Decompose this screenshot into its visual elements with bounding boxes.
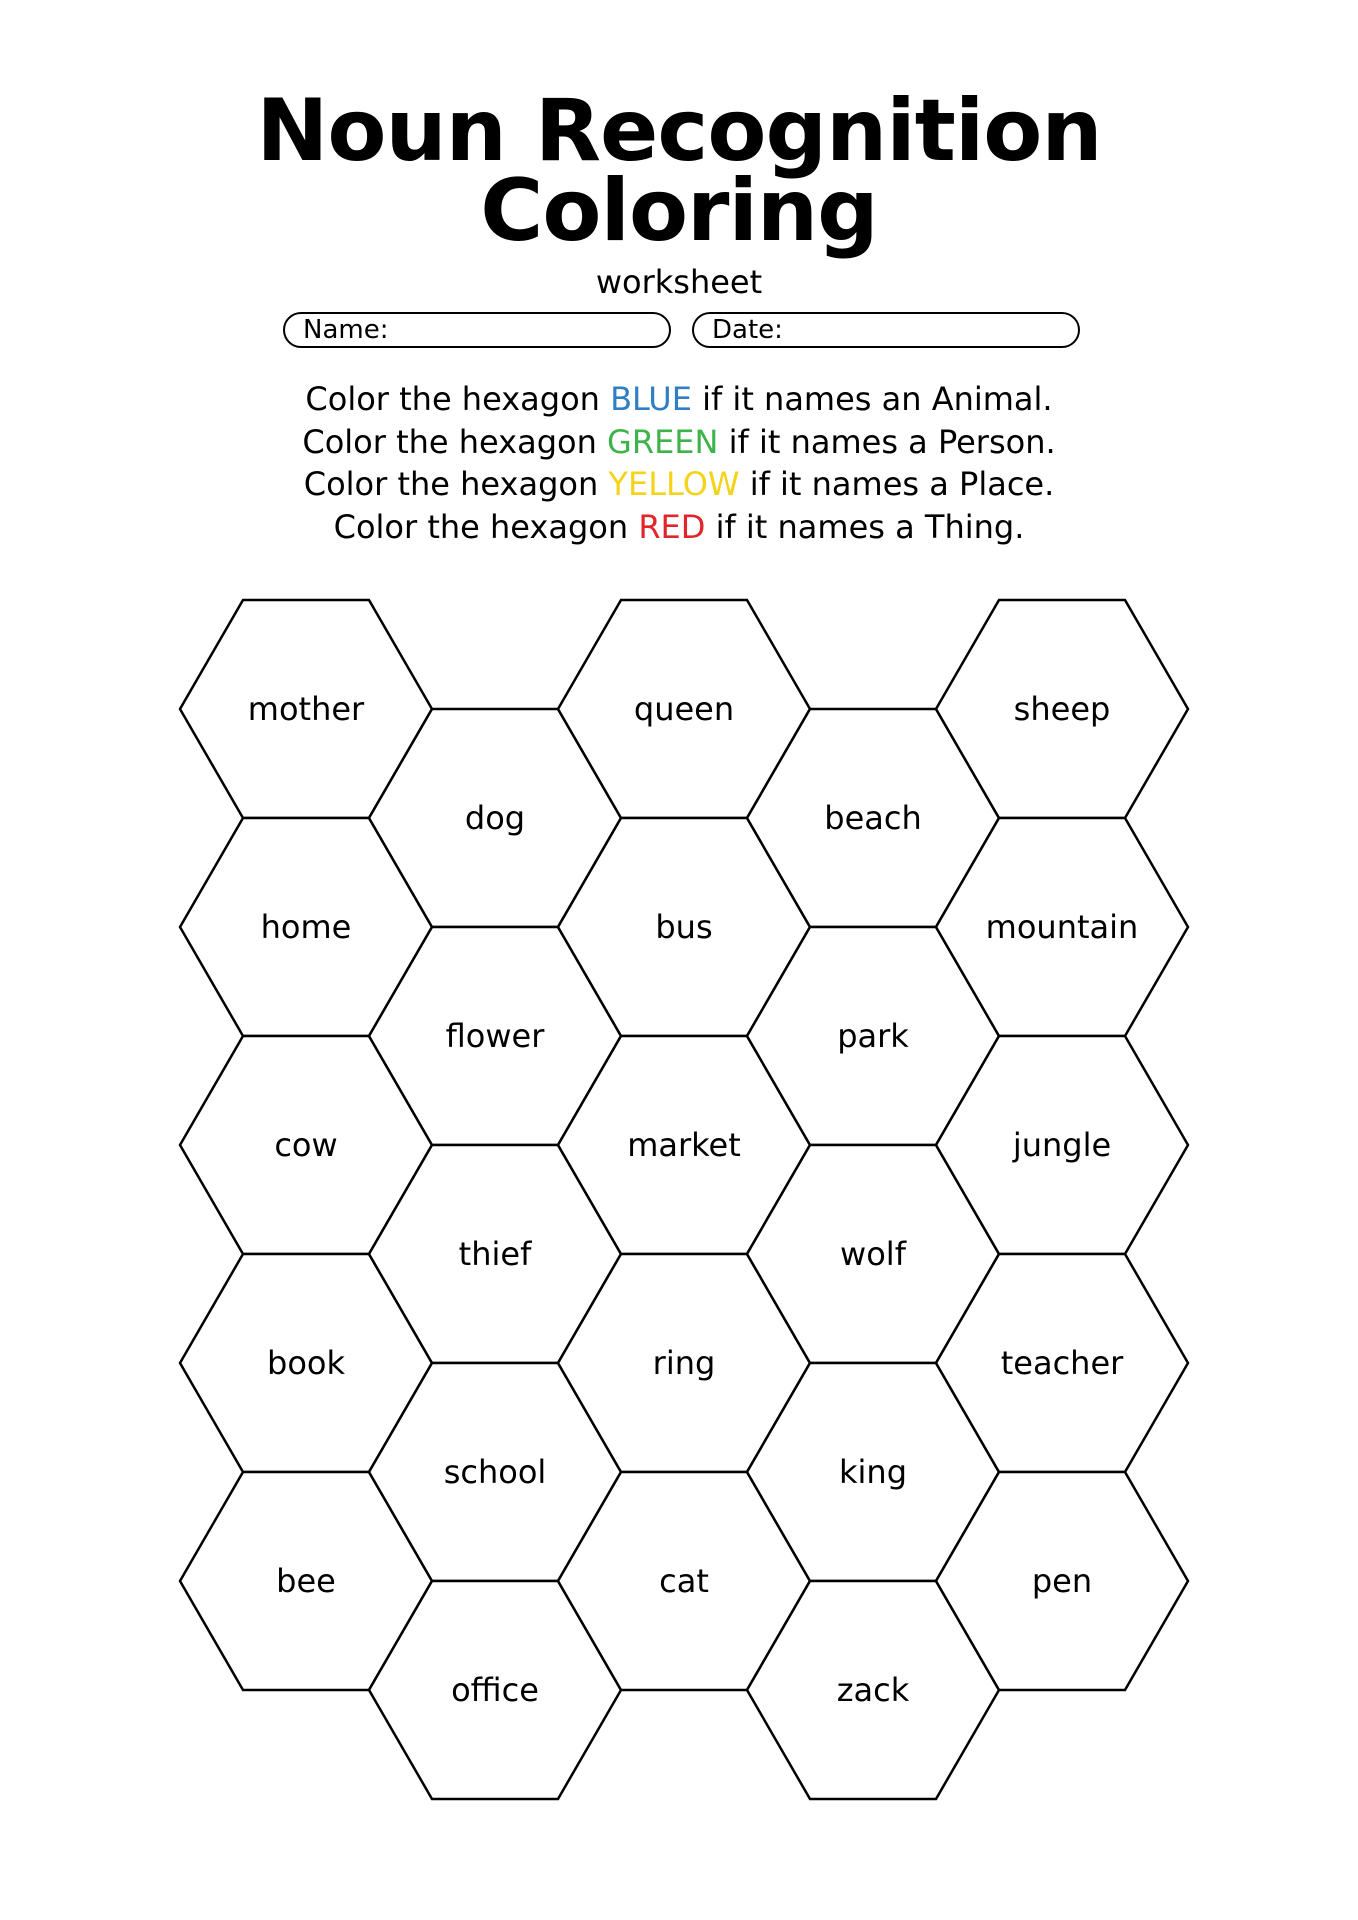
instruction-red: Color the hexagon RED if it names a Thing. <box>333 507 1025 546</box>
worksheet-title-line-2: Coloring <box>480 161 878 261</box>
hexagon-word: office <box>451 1671 539 1709</box>
hexagon-word: zack <box>836 1671 910 1709</box>
worksheet-subtitle: worksheet <box>595 263 763 301</box>
hexagon-word: school <box>443 1453 547 1491</box>
hexagon-word: mountain <box>985 908 1139 946</box>
hexagon-word: bee <box>276 1562 336 1600</box>
hexagon-word: beach <box>824 799 922 837</box>
instruction-green: Color the hexagon GREEN if it names a Person. <box>302 422 1056 461</box>
hexagon-word: home <box>260 908 352 946</box>
hexagon-word: thief <box>458 1235 532 1273</box>
name-label: Name: <box>303 315 389 345</box>
hexagon-word: book <box>267 1344 345 1382</box>
hexagon-word: cat <box>659 1562 709 1600</box>
hexagon-word: queen <box>633 690 735 728</box>
hexagon-word: jungle <box>1012 1126 1112 1164</box>
hexagon-word: ring <box>652 1344 716 1382</box>
hexagon-word: wolf <box>840 1235 906 1273</box>
hexagon-word: park <box>837 1017 909 1055</box>
instruction-yellow: Color the hexagon YELLOW if it names a Place. <box>303 465 1055 503</box>
hexagon-word: teacher <box>1000 1344 1124 1382</box>
hexagon-word: cow <box>274 1126 338 1164</box>
instruction-blue: Color the hexagon BLUE if it names an Animal. <box>305 380 1053 418</box>
color-word-blue: BLUE <box>610 380 692 418</box>
hexagon-word: sheep <box>1013 690 1111 728</box>
color-word-red: RED <box>638 507 706 546</box>
date-label: Date: <box>712 315 783 345</box>
hexagon-word: market <box>627 1126 741 1164</box>
hexagon-word: dog <box>464 799 526 837</box>
hexagon-word: king <box>838 1453 908 1491</box>
hexagon-word: flower <box>445 1017 545 1055</box>
color-word-yellow: YELLOW <box>608 465 740 503</box>
hexagon-word: mother <box>247 690 365 728</box>
hexagon-word: pen <box>1031 1562 1093 1600</box>
worksheet-title-line-1: Noun Recognition <box>256 81 1102 181</box>
hexagon-word: bus <box>655 908 713 946</box>
color-word-green: GREEN <box>607 422 719 461</box>
